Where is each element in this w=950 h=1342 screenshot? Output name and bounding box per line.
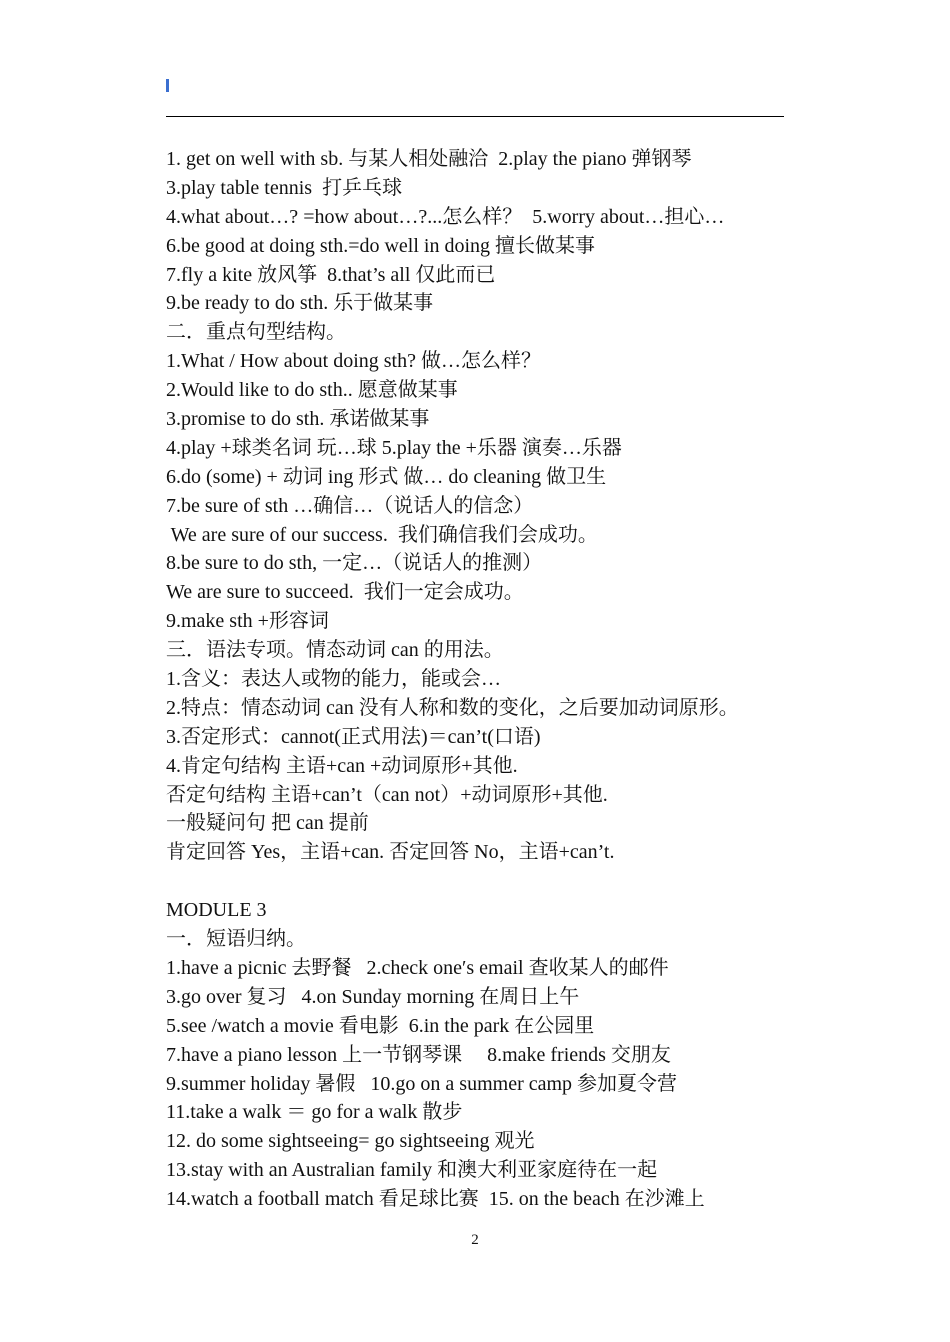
text-line: 6.be good at doing sth.=do well in doing 擅长做某事 (166, 234, 596, 257)
text-line: 1. get on well with sb. 与某人相处融洽 2.play the piano 弹钢琴 (166, 148, 692, 170)
text-line: 3.go over 复习 4.on Sunday morning 在周日上午 (166, 985, 580, 1008)
text-line: 4.play +球类名词 玩…球 5.play the +乐器 演奏…乐器 (166, 436, 622, 459)
text-line: 12. do some sightseeing= go sightseeing 观光 (166, 1130, 535, 1153)
text-line: 3.否定形式：cannot(正式用法)＝can’t(口语) (166, 725, 541, 748)
text-line: 4.肯定句结构 主语+can +动词原形+其他. (166, 754, 518, 777)
text-line: 9.be ready to do sth. 乐于做某事 (166, 292, 434, 315)
text-line: 1.What / How about doing sth? 做…怎么样？ (166, 350, 541, 373)
document-body (166, 145, 806, 1214)
text-line: 2.Would like to do sth.. 愿意做某事 (166, 379, 458, 402)
text-line: 2.特点：情态动词 can 没有人称和数的变化，之后要加动词原形。 (166, 696, 739, 719)
blank-line (166, 867, 806, 896)
text-line: 7.be sure of sth …确信…（说话人的信念） (166, 494, 534, 517)
text-line: 13.stay with an Australian family 和澳大利亚家庭待在一起 (166, 1159, 658, 1182)
header-cursor-mark (166, 79, 169, 92)
text-line: 3.play table tennis 打乒乓球 (166, 176, 403, 199)
header-rule (166, 116, 784, 117)
text-line: 11.take a walk ＝ go for a walk 散步 (166, 1101, 463, 1124)
text-line: 14.watch a football match 看足球比赛 15. on the beach 在沙滩上 (166, 1188, 705, 1211)
text-line: 9.make sth +形容词 (166, 610, 329, 633)
text-line: 5.see /watch a movie 看电影 6.in the park 在公园里 (166, 1014, 595, 1037)
text-line: 6.do (some) + 动词 ing 形式 做… do cleaning 做卫生 (166, 465, 607, 488)
text-line: 三．语法专项。情态动词 can 的用法。 (166, 639, 504, 662)
text-line: 一．短语归纳。 (166, 928, 306, 951)
text-line: 1.含义：表达人或物的能力，能或会… (166, 668, 501, 691)
text-line: 肯定回答 Yes，主语+can. 否定回答 No，主语+can’t. (166, 841, 615, 864)
text-line: 3.promise to do sth. 承诺做某事 (166, 408, 430, 431)
text-line: 8.be sure to do sth, 一定…（说话人的推测） (166, 552, 543, 575)
text-line: 否定句结构 主语+can’t（can not）+动词原形+其他. (166, 783, 608, 806)
text-line: 7.have a piano lesson 上一节钢琴课 8.make friends 交朋友 (166, 1043, 671, 1066)
text-line: 7.fly a kite 放风筝 8.that’s all 仅此而已 (166, 263, 496, 286)
text-line: 9.summer holiday 暑假 10.go on a summer camp 参加夏令营 (166, 1072, 678, 1095)
page-number: 2 (471, 1232, 479, 1248)
text-line: We are sure to succeed. 我们一定会成功。 (166, 581, 524, 604)
text-line: MODULE 3 (166, 899, 267, 922)
text-line: 一般疑问句 把 can 提前 (166, 812, 369, 835)
text-line: 1.have a picnic 去野餐 2.check one′s email 查收某人的邮件 (166, 956, 669, 979)
text-line: 4.what about…? =how about…?...怎么样？ 5.worry about…担心… (166, 205, 725, 228)
text-line: 二．重点句型结构。 (166, 321, 346, 344)
text-line: We are sure of our success. 我们确信我们会成功。 (166, 523, 598, 546)
